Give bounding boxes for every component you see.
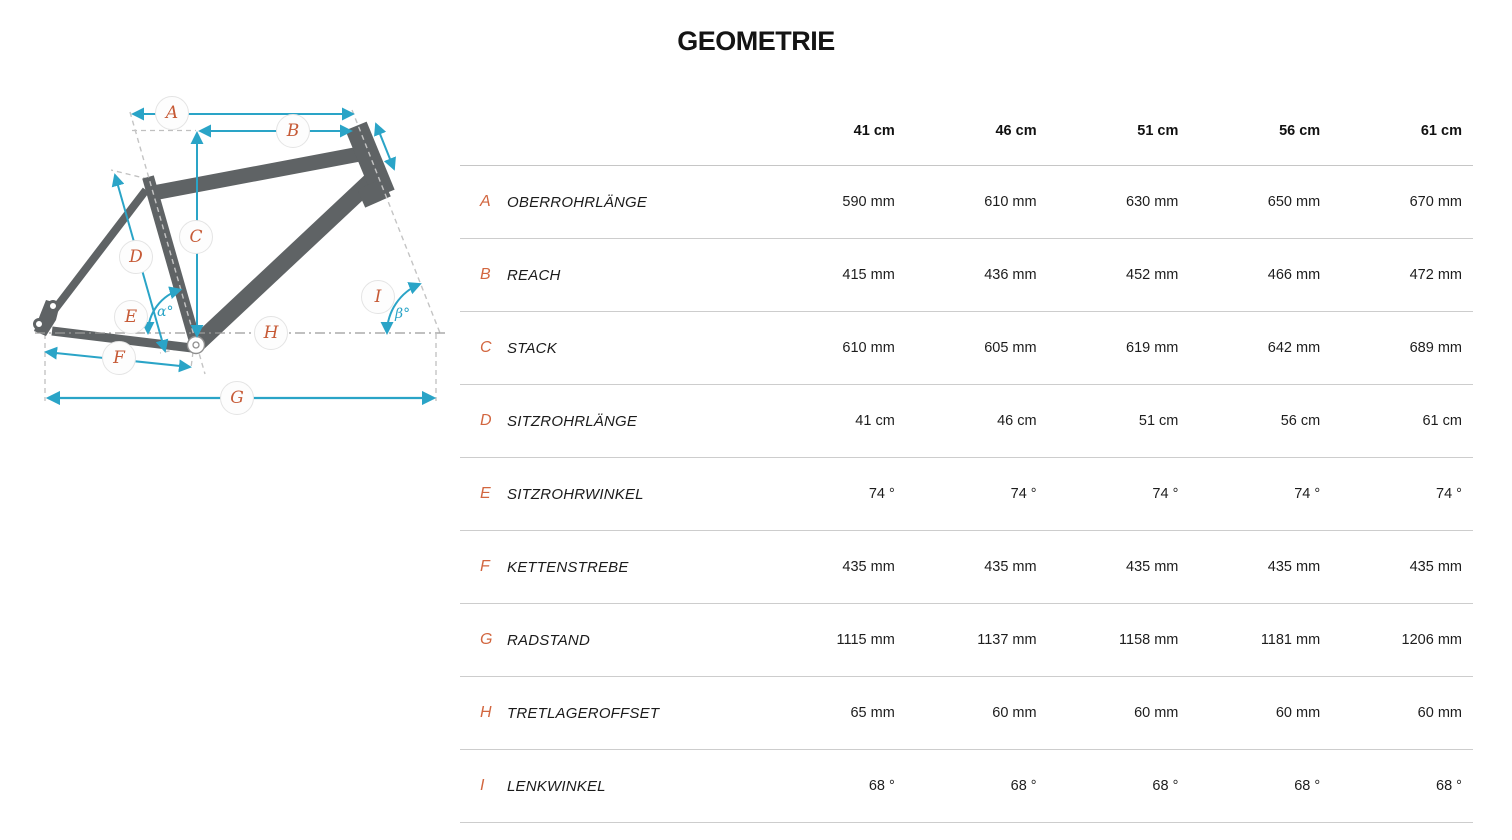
geo-value: 61 cm: [1422, 413, 1462, 429]
diagram-label-B: B: [276, 114, 310, 148]
row-key: D: [480, 412, 492, 429]
table-row-tretlageroffset: [460, 677, 1473, 750]
diagram-label-A: A: [155, 96, 189, 130]
row-label: REACH: [507, 266, 561, 284]
geo-value: 610 mm: [984, 194, 1037, 210]
geo-value: 436 mm: [984, 267, 1037, 283]
row-key: A: [480, 193, 491, 210]
table-row-sitzrohrwinkel: [460, 458, 1473, 531]
geo-value: 60 mm: [1134, 705, 1179, 721]
geo-value: 68 °: [1436, 778, 1462, 794]
diagram-label-H: H: [254, 316, 288, 350]
row-label: TRETLAGEROFFSET: [507, 704, 660, 722]
geo-value: 41 cm: [855, 413, 895, 429]
alpha-angle-label: α°: [157, 304, 174, 320]
page-title: GEOMETRIE: [677, 26, 835, 56]
table-row-kettenstrebe: [460, 531, 1473, 604]
geo-value: 74 °: [1436, 486, 1462, 502]
geo-value: 619 mm: [1126, 340, 1179, 356]
geo-value: 610 mm: [842, 340, 895, 356]
bike-geometry-diagram: [0, 0, 470, 450]
geo-value: 650 mm: [1267, 194, 1321, 210]
geo-value: 60 mm: [1275, 705, 1321, 721]
geo-value: 435 mm: [984, 559, 1037, 575]
geo-value: 46 cm: [997, 413, 1037, 429]
geo-value: 68 °: [868, 778, 895, 794]
geo-value: 68 °: [1152, 778, 1179, 794]
geo-value: 670 mm: [1409, 194, 1462, 210]
geo-value: 435 mm: [1409, 559, 1462, 575]
geo-value: 642 mm: [1267, 340, 1321, 356]
geo-value: 435 mm: [1267, 559, 1321, 575]
row-label: OBERROHRLÄNGE: [507, 193, 648, 211]
beta-angle-label: β°: [395, 306, 411, 322]
geo-value: 415 mm: [842, 267, 895, 283]
geo-value: 68 °: [1010, 778, 1037, 794]
geo-value: 1158 mm: [1119, 632, 1179, 648]
size-column-header: 61 cm: [1420, 122, 1462, 139]
size-column-header: 51 cm: [1137, 122, 1179, 139]
diagram-label-G: G: [220, 381, 254, 415]
row-label: SITZROHRWINKEL: [507, 485, 644, 503]
diagram-label-D: D: [119, 240, 153, 274]
row-key: F: [480, 558, 490, 575]
diagram-label-I: I: [361, 280, 395, 314]
size-column-header: 46 cm: [995, 122, 1037, 139]
row-key: E: [480, 485, 491, 502]
geo-value: 60 mm: [992, 705, 1037, 721]
row-label: LENKWINKEL: [507, 777, 606, 795]
dropout-eyelet: [35, 320, 44, 329]
diagram-label-E: E: [114, 300, 148, 334]
geo-value: 74 °: [1294, 486, 1321, 502]
geo-value: 74 °: [868, 486, 895, 502]
geo-value: 65 mm: [850, 705, 895, 721]
geo-value: 466 mm: [1267, 267, 1321, 283]
row-key: B: [480, 266, 491, 283]
geo-value: 60 mm: [1417, 705, 1462, 721]
row-key: H: [480, 704, 492, 721]
row-key: G: [480, 631, 493, 648]
geo-value: 1181 mm: [1260, 632, 1321, 648]
table-row-radstand: [460, 604, 1473, 677]
size-column-header: 41 cm: [853, 122, 895, 139]
geo-value: 68 °: [1294, 778, 1321, 794]
row-label: STACK: [507, 339, 557, 357]
geo-value: 689 mm: [1409, 340, 1462, 356]
geo-value: 74 °: [1010, 486, 1037, 502]
table-row-reach: [460, 239, 1473, 312]
geo-value: 1137 mm: [977, 632, 1037, 648]
geo-value: 74 °: [1152, 486, 1179, 502]
geo-value: 1206 mm: [1401, 632, 1462, 648]
row-key: I: [480, 777, 485, 794]
row-label: KETTENSTREBE: [507, 558, 629, 576]
geo-value: 435 mm: [1126, 559, 1179, 575]
geometry-table: [460, 96, 1473, 823]
table-row-oberrohrlaenge: [460, 166, 1473, 239]
geo-value: 630 mm: [1126, 194, 1179, 210]
geo-value: 1115 mm: [836, 632, 895, 648]
row-label: SITZROHRLÄNGE: [507, 412, 638, 430]
table-row-sitzrohrlaenge: [460, 385, 1473, 458]
geo-value: 472 mm: [1409, 267, 1462, 283]
diagram-label-F: F: [102, 341, 136, 375]
row-key: C: [480, 339, 492, 356]
geo-value: 56 cm: [1280, 413, 1321, 429]
table-row-lenkwinkel: [460, 750, 1473, 823]
size-column-header: 56 cm: [1279, 122, 1321, 139]
diagram-label-C: C: [179, 220, 213, 254]
geo-value: 51 cm: [1138, 413, 1179, 429]
row-label: RADSTAND: [507, 631, 590, 649]
geo-value: 435 mm: [842, 559, 895, 575]
table-row-stack: [460, 312, 1473, 385]
geo-value: 452 mm: [1126, 267, 1179, 283]
table-header-row: [460, 96, 1473, 166]
geo-value: 605 mm: [984, 340, 1037, 356]
geo-value: 590 mm: [842, 194, 895, 210]
dropout-eyelet: [49, 302, 58, 311]
